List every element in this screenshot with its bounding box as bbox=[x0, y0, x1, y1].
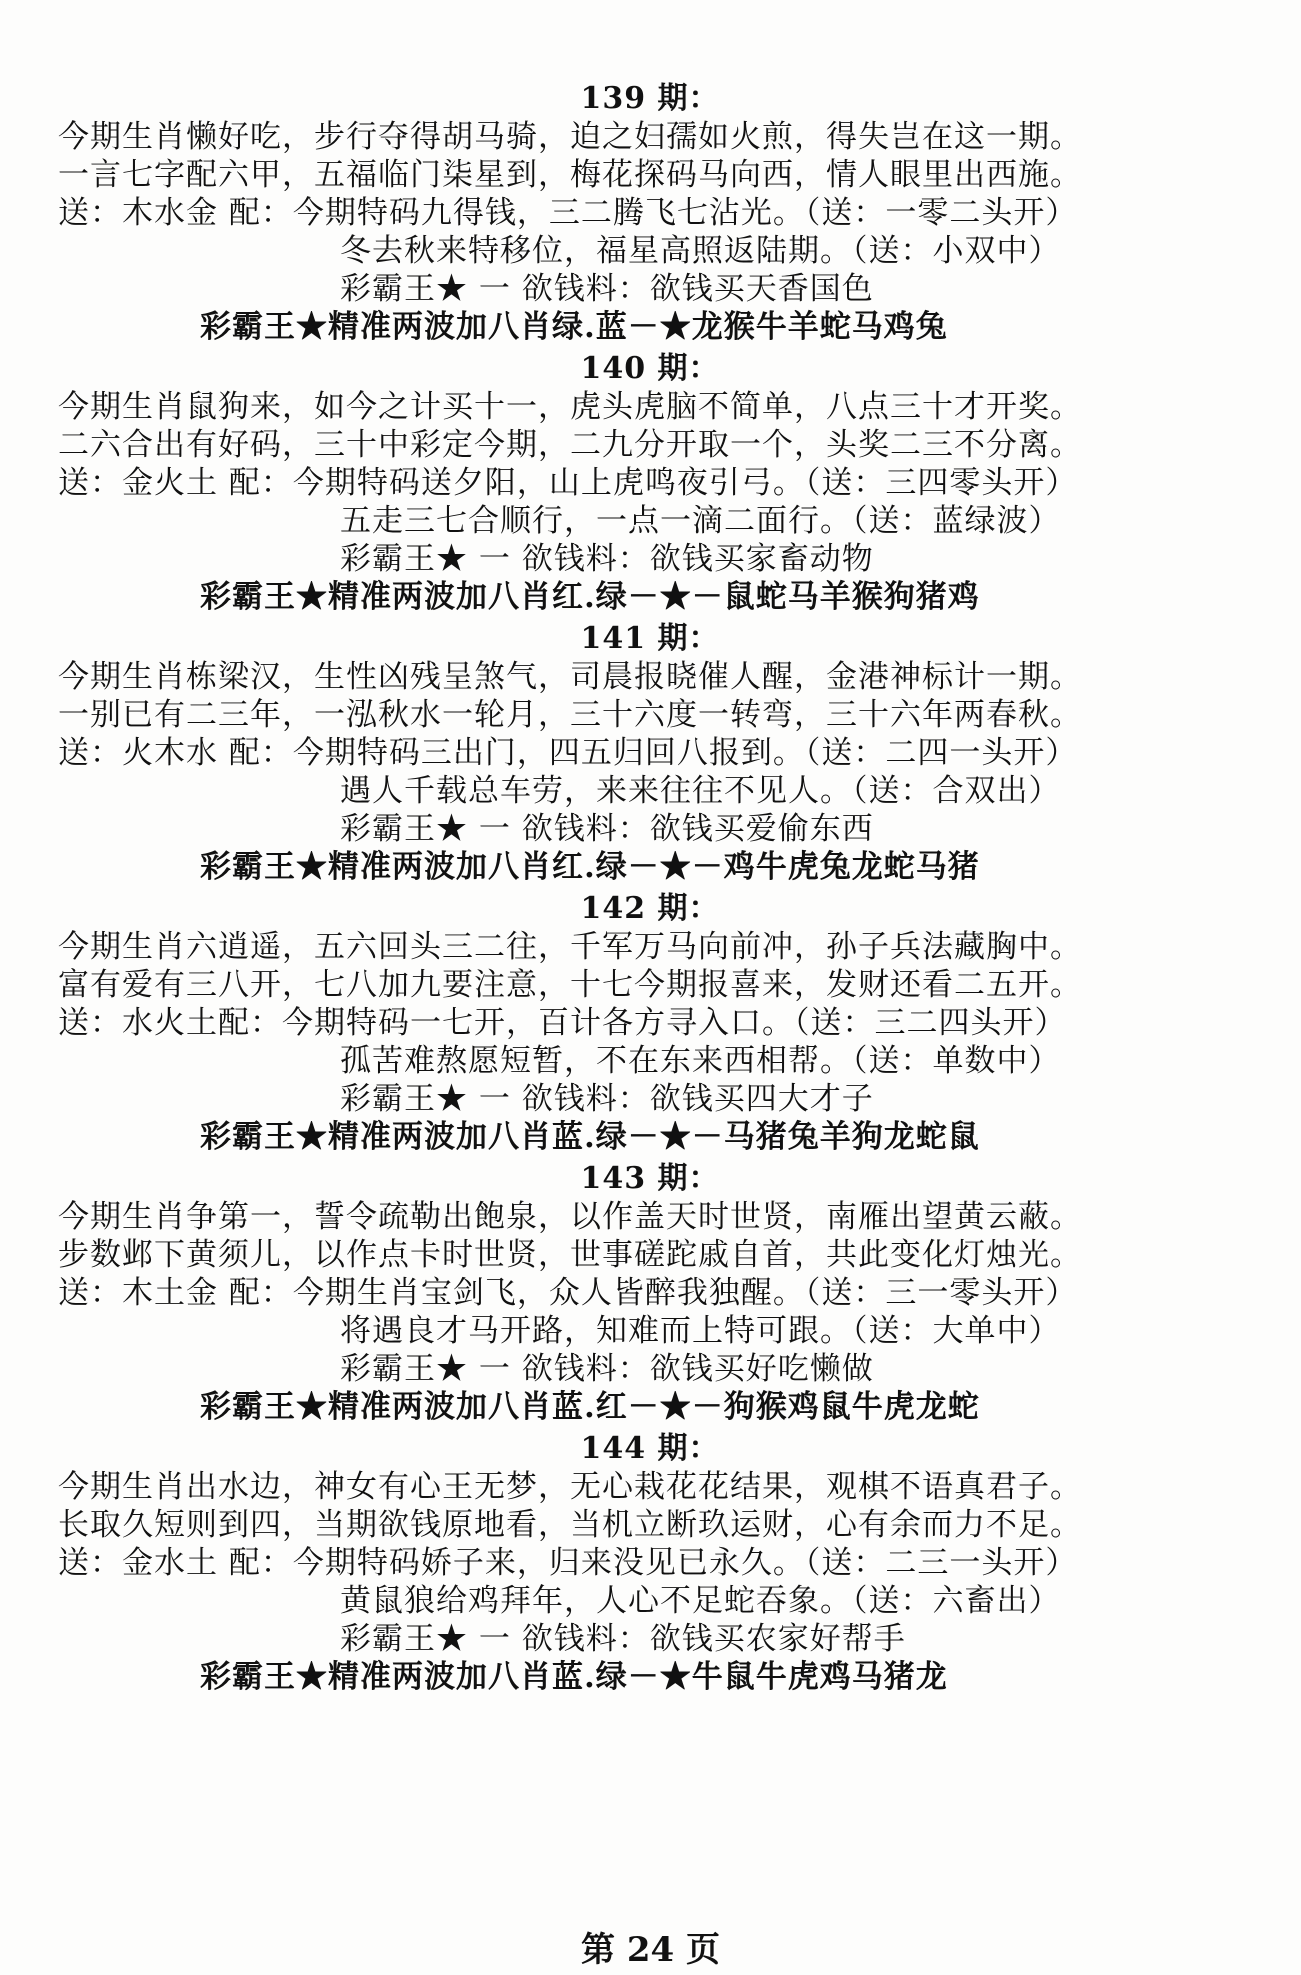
wave-zodiac-line: 彩霸王★精准两波加八肖绿.蓝－★龙猴牛羊蛇马鸡兔 bbox=[200, 309, 948, 345]
wave-zodiac-line: 彩霸王★精准两波加八肖蓝.绿－★牛鼠牛虎鸡马猪龙 bbox=[200, 1659, 948, 1695]
poem-line: 一别已有二三年，一泓秋水一轮月，三十六度一转弯，三十六年两春秋。 bbox=[58, 697, 1082, 733]
period-header: 143 期： bbox=[580, 1161, 720, 1196]
money-clue-line: 彩霸王★ 一 欲钱料：欲钱买天香国色 bbox=[340, 271, 874, 307]
couplet-line: 将遇良才马开路，知难而上特可跟。（送：大单中） bbox=[340, 1313, 1061, 1349]
send-line: 送：水火土配：今期特码一七开，百计各方寻入口。（送：三二四头开） bbox=[58, 1005, 1067, 1041]
period-block-143 bbox=[40, 1160, 1260, 1426]
wave-zodiac-line: 彩霸王★精准两波加八肖红.绿－★－鼠蛇马羊猴狗猪鸡 bbox=[200, 579, 980, 615]
poem-line: 富有爱有三八开，七八加九要注意，十七今期报喜来，发财还看二五开。 bbox=[58, 967, 1082, 1003]
couplet-line: 孤苦难熬愿短暂，不在东来西相帮。（送：单数中） bbox=[340, 1043, 1061, 1079]
poem-line: 步数邺下黄须儿，以作点卡时世贤，世事磋跎戚自首，共此变化灯烛光。 bbox=[58, 1237, 1082, 1273]
couplet-line: 黄鼠狼给鸡拜年，人心不足蛇吞象。（送：六畜出） bbox=[340, 1583, 1061, 1619]
money-clue-line: 彩霸王★ 一 欲钱料：欲钱买农家好帮手 bbox=[340, 1621, 906, 1657]
period-block-144 bbox=[40, 1430, 1260, 1696]
period-header: 144 期： bbox=[580, 1431, 720, 1466]
couplet-line: 遇人千载总车劳，来来往往不见人。（送：合双出） bbox=[340, 773, 1061, 809]
poem-line: 今期生肖六逍遥，五六回头三二往，千军万马向前冲，孙子兵法藏胸中。 bbox=[58, 929, 1082, 965]
couplet-line: 冬去秋来特移位，福星高照返陆期。（送：小双中） bbox=[340, 233, 1061, 269]
wave-zodiac-line: 彩霸王★精准两波加八肖蓝.红－★－狗猴鸡鼠牛虎龙蛇 bbox=[200, 1389, 980, 1425]
send-line: 送：金火土 配：今期特码送夕阳，山上虎鸣夜引弓。（送：三四零头开） bbox=[58, 465, 1078, 501]
money-clue-line: 彩霸王★ 一 欲钱料：欲钱买四大才子 bbox=[340, 1081, 874, 1117]
money-clue-line: 彩霸王★ 一 欲钱料：欲钱买爱偷东西 bbox=[340, 811, 874, 847]
poem-line: 今期生肖栋梁汉，生性凶残呈煞气，司晨报晓催人醒，金港神标计一期。 bbox=[58, 659, 1082, 695]
poem-line: 今期生肖鼠狗来，如今之计买十一，虎头虎脑不简单，八点三十才开奖。 bbox=[58, 389, 1082, 425]
poem-line: 今期生肖争第一，誓令疏勒出飽泉，以作盖天时世贤，南雁出望黄云蔽。 bbox=[58, 1199, 1082, 1235]
period-block-141 bbox=[40, 620, 1260, 886]
period-block-139 bbox=[40, 80, 1260, 346]
poem-line: 今期生肖懒好吃，步行夺得胡马骑，迫之妇孺如火煎，得失岂在这一期。 bbox=[58, 119, 1082, 155]
send-line: 送：木水金 配：今期特码九得钱，三二腾飞七沾光。（送：一零二头开） bbox=[58, 195, 1078, 231]
poem-line: 长取久短则到四，当期欲钱原地看，当机立断玖运财，心有余而力不足。 bbox=[58, 1507, 1082, 1543]
couplet-line: 五走三七合顺行，一点一滴二面行。（送：蓝绿波） bbox=[340, 503, 1061, 539]
period-header: 142 期： bbox=[580, 891, 720, 926]
period-header: 141 期： bbox=[580, 621, 720, 656]
poem-line: 二六合出有好码，三十中彩定今期，二九分开取一个，头奖二三不分离。 bbox=[58, 427, 1082, 463]
page-number: 第 24 页 bbox=[581, 1930, 720, 1970]
poem-line: 一言七字配六甲，五福临门柒星到，梅花探码马向西，情人眼里出西施。 bbox=[58, 157, 1082, 193]
money-clue-line: 彩霸王★ 一 欲钱料：欲钱买家畜动物 bbox=[340, 541, 874, 577]
period-header: 140 期： bbox=[580, 351, 720, 386]
money-clue-line: 彩霸王★ 一 欲钱料：欲钱买好吃懒做 bbox=[340, 1351, 874, 1387]
page-content bbox=[40, 80, 1260, 1700]
send-line: 送：木土金 配：今期生肖宝剑飞，众人皆醉我独醒。（送：三一零头开） bbox=[58, 1275, 1078, 1311]
period-block-142 bbox=[40, 890, 1260, 1156]
period-block-140 bbox=[40, 350, 1260, 616]
period-header: 139 期： bbox=[580, 81, 720, 116]
wave-zodiac-line: 彩霸王★精准两波加八肖红.绿－★－鸡牛虎兔龙蛇马猪 bbox=[200, 849, 980, 885]
send-line: 送：火木水 配：今期特码三出门，四五归回八报到。（送：二四一头开） bbox=[58, 735, 1078, 771]
poem-line: 今期生肖出水边，神女有心王无梦，无心栽花花结果，观棋不语真君子。 bbox=[58, 1469, 1082, 1505]
send-line: 送：金水土 配：今期特码娇子来，归来没见已永久。（送：二三一头开） bbox=[58, 1545, 1078, 1581]
wave-zodiac-line: 彩霸王★精准两波加八肖蓝.绿－★－马猪兔羊狗龙蛇鼠 bbox=[200, 1119, 980, 1155]
